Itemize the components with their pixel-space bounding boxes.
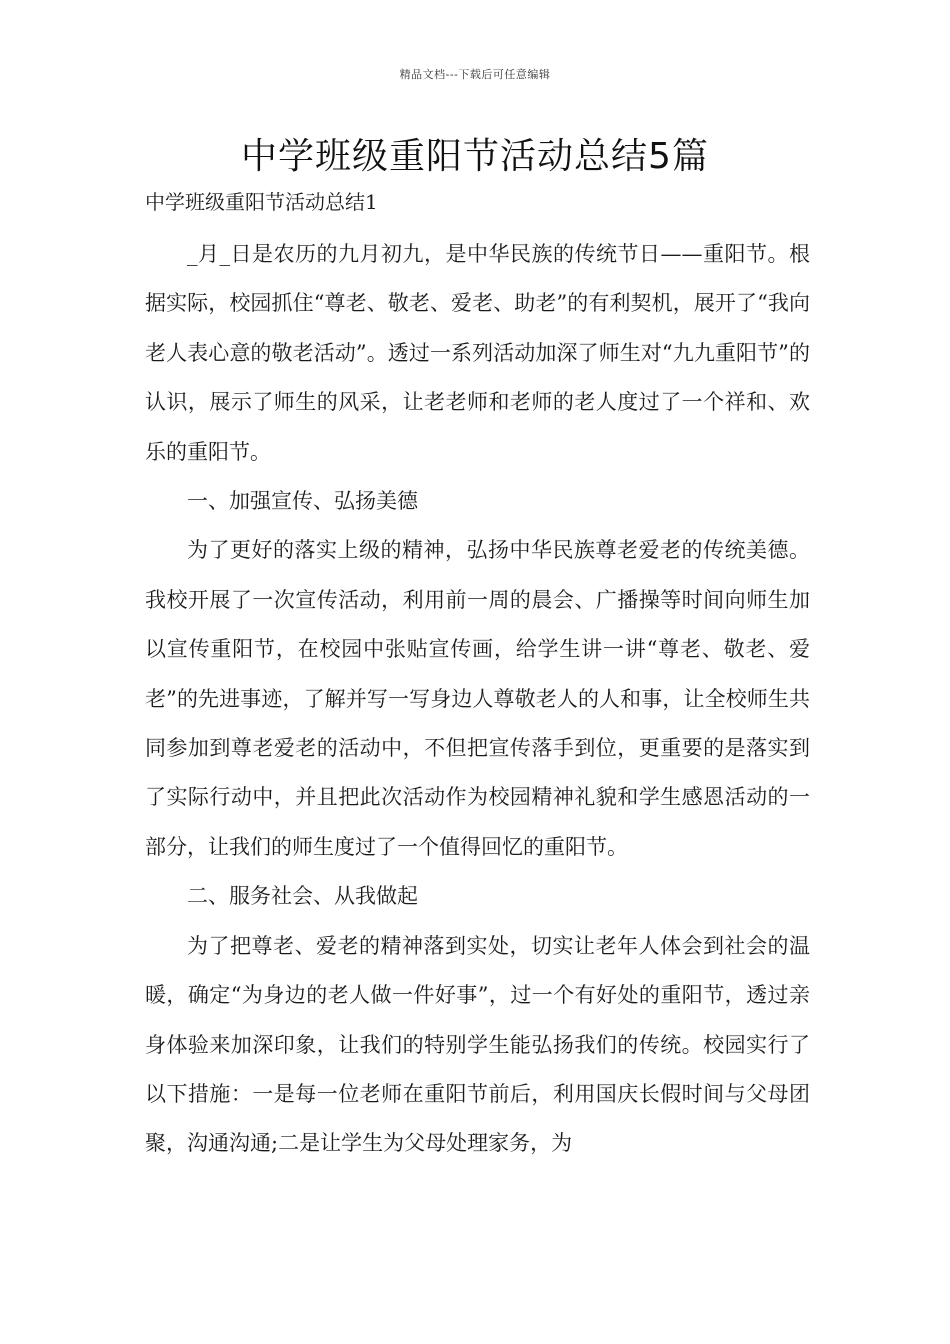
- header-watermark: 精品文档---下载后可任意编辑: [399, 68, 551, 81]
- section-subtitle: 中学班级重阳节活动总结1: [145, 190, 378, 214]
- document-title: 中学班级重阳节活动总结5篇: [241, 136, 709, 177]
- section-heading-2: 二、服务社会、从我做起: [187, 884, 418, 909]
- document-body: [145, 230, 810, 1169]
- paragraph-service: 为了把尊老、爱老的精神落到实处，切实让老年人体会到社会的温暖，确定“为身边的老人做一件好事”，过一个有好处的重阳节，透过亲身体验来加深印象，让我们的特别学生能弘扬我们的传统。校园实行了以下措施：一是每一位老师在重阳节前后，利用国庆长假时间与父母团聚，沟通沟通;二是让学生为父母处理家务，为: [145, 933, 810, 1156]
- section-heading-1: 一、加强宣传、弘扬美德: [187, 489, 418, 514]
- paragraph-publicity: 为了更好的落实上级的精神，弘扬中华民族尊老爱老的传统美德。我校开展了一次宣传活动，利用前一周的晨会、广播操等时间向师生加以宣传重阳节，在校园中张贴宣传画，给学生讲一讲“尊老、敬老、爱老”的先进事迹，了解并写一写身边人尊敬老人的人和事，让全校师生共同参加到尊老爱老的活动中，不但把宣传落手到位，更重要的是落实到了实际行动中，并且把此次活动作为校园精神礼貌和学生感恩活动的一部分，让我们的师生度过了一个值得回忆的重阳节。: [145, 538, 810, 859]
- paragraph-intro: _月_日是农历的九月初九，是中华民族的传统节日——重阳节。根据实际，校园抓住“尊老、敬老、爱老、助老”的有利契机，展开了“我向老人表心意的敬老活动”。透过一系列活动加深了师生对“九九重阳节”的认识，展示了师生的风采，让老老师和老师的老人度过了一个祥和、欢乐的重阳节。: [145, 242, 810, 464]
